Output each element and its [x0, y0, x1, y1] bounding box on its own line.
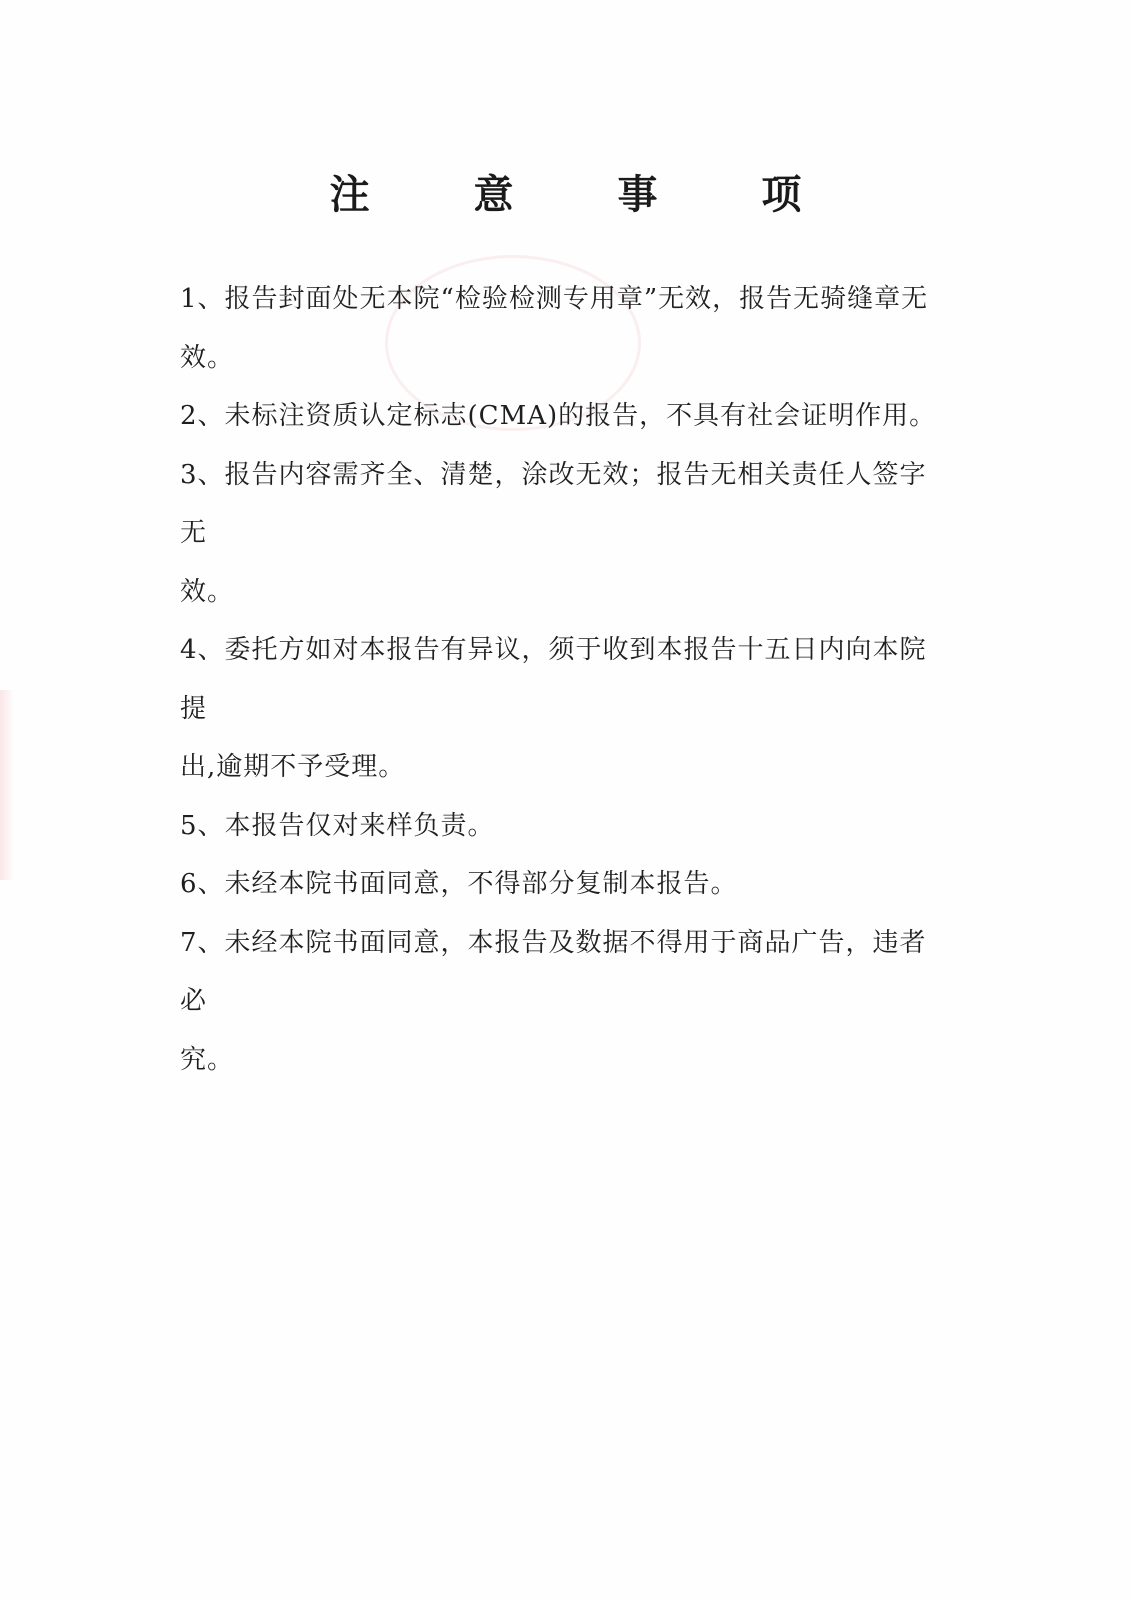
note-item-7: 7、未经本院书面同意，本报告及数据不得用于商品广告，违者必 究。	[180, 927, 927, 1075]
note-item-4: 4、委托方如对本报告有异议，须于收到本报告十五日内向本院提 出,逾期不予受理。	[180, 635, 927, 782]
note-item-3: 3、报告内容需齐全、清楚，涂改无效；报告无相关责任人签字无 效。	[180, 459, 927, 607]
notes-list	[180, 270, 950, 1089]
note-item-2: 2、未标注资质认定标志(CMA)的报告，不具有社会证明作用。	[180, 401, 937, 431]
page-title: 注 意 事 项	[329, 171, 847, 218]
note-item-5: 5、本报告仅对来样负责。	[180, 810, 495, 841]
note-item-1: 1、报告封面处无本院“检验检测专用章”无效，报告无骑缝章无 效。	[180, 284, 929, 373]
scan-edge-mark	[0, 690, 14, 880]
note-item-6: 6、未经本院书面同意，不得部分复制本报告。	[180, 869, 738, 899]
